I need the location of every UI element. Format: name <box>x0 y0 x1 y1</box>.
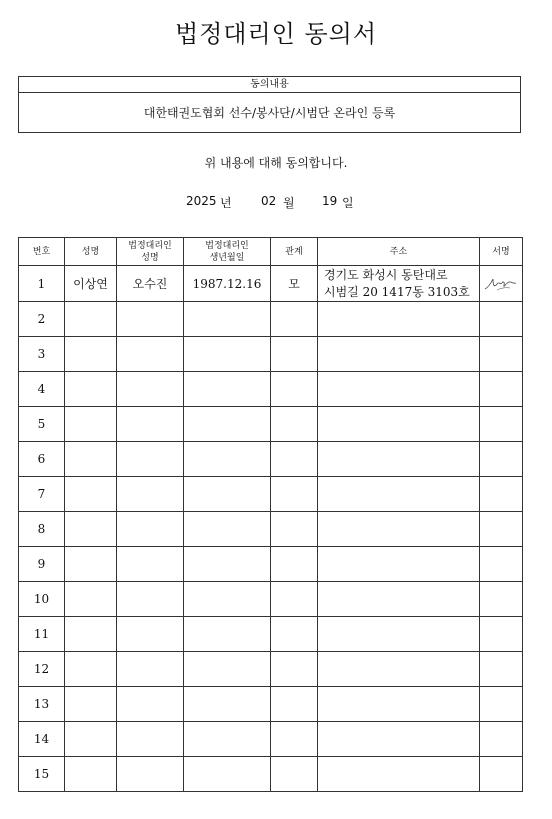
document-title: 법정대리인 동의서 <box>174 20 378 48</box>
date-year-unit: 년 <box>220 196 232 210</box>
table-row <box>19 652 523 687</box>
cell-rep-name <box>117 302 184 337</box>
cell-rep-birth <box>184 617 271 652</box>
cell-rep-name <box>117 547 184 582</box>
date-year: 2025 <box>186 194 217 208</box>
cell-no: 4 <box>19 372 65 407</box>
cell-rep-name <box>117 687 184 722</box>
cell-name <box>65 337 117 372</box>
cell-rep-birth <box>184 372 271 407</box>
cell-no: 6 <box>19 442 65 477</box>
cell-no: 13 <box>19 687 65 722</box>
cell-signature <box>480 582 523 617</box>
cell-rep-birth <box>184 547 271 582</box>
cell-name <box>65 407 117 442</box>
cell-signature <box>480 372 523 407</box>
cell-rep-birth <box>184 477 271 512</box>
cell-rep-birth <box>184 407 271 442</box>
cell-signature <box>480 757 523 792</box>
header-address: 주소 <box>318 238 480 266</box>
cell-address <box>318 617 480 652</box>
cell-name <box>65 302 117 337</box>
cell-relation <box>271 372 318 407</box>
cell-name <box>65 722 117 757</box>
cell-no: 5 <box>19 407 65 442</box>
consent-header: 동의내용 <box>19 77 520 93</box>
cell-address <box>318 582 480 617</box>
cell-no: 15 <box>19 757 65 792</box>
cell-address <box>318 757 480 792</box>
cell-signature <box>480 617 523 652</box>
cell-no: 3 <box>19 337 65 372</box>
cell-signature <box>480 442 523 477</box>
cell-rep-birth <box>184 757 271 792</box>
cell-signature <box>480 266 523 302</box>
cell-signature <box>480 687 523 722</box>
cell-address <box>318 266 480 302</box>
table-header-row <box>19 238 523 266</box>
cell-no: 14 <box>19 722 65 757</box>
cell-rep-birth <box>184 512 271 547</box>
table-row <box>19 477 523 512</box>
cell-no: 10 <box>19 582 65 617</box>
cell-relation <box>271 442 318 477</box>
date-line <box>0 194 552 210</box>
cell-name <box>65 652 117 687</box>
cell-address <box>318 302 480 337</box>
table-row <box>19 687 523 722</box>
cell-address <box>318 477 480 512</box>
header-number: 번호 <box>19 238 65 266</box>
cell-relation: 모 <box>271 266 318 302</box>
cell-name <box>65 617 117 652</box>
cell-rep-name <box>117 407 184 442</box>
cell-signature <box>480 547 523 582</box>
header-signature: 서명 <box>480 238 523 266</box>
address-line-1: 경기도 화성시 동탄대로 <box>324 267 448 282</box>
cell-no: 8 <box>19 512 65 547</box>
header-name: 성명 <box>65 238 117 266</box>
date-month-unit: 월 <box>283 196 295 210</box>
cell-rep-name <box>117 337 184 372</box>
cell-name <box>65 547 117 582</box>
date-day: 19 <box>322 194 338 208</box>
table-row <box>19 407 523 442</box>
date-month: 02 <box>261 194 277 208</box>
cell-address <box>318 407 480 442</box>
cell-rep-name <box>117 582 184 617</box>
table-row <box>19 582 523 617</box>
cell-signature <box>480 302 523 337</box>
address-line-2: 시범길 20 1417동 3103호 <box>324 284 470 299</box>
cell-rep-birth <box>184 722 271 757</box>
cell-rep-birth <box>184 652 271 687</box>
cell-no: 2 <box>19 302 65 337</box>
table-row <box>19 302 523 337</box>
cell-no: 7 <box>19 477 65 512</box>
cell-rep-name <box>117 477 184 512</box>
cell-no: 1 <box>19 266 65 302</box>
cell-address <box>318 372 480 407</box>
cell-name: 이상연 <box>65 266 117 302</box>
cell-relation <box>271 757 318 792</box>
cell-relation <box>271 722 318 757</box>
cell-address <box>318 337 480 372</box>
table-row <box>19 547 523 582</box>
cell-rep-name <box>117 442 184 477</box>
date-day-unit: 일 <box>342 196 354 210</box>
cell-rep-birth <box>184 582 271 617</box>
cell-rep-name <box>117 372 184 407</box>
cell-signature <box>480 722 523 757</box>
cell-address <box>318 687 480 722</box>
cell-name <box>65 442 117 477</box>
table-row <box>19 722 523 757</box>
cell-rep-name <box>117 512 184 547</box>
cell-signature <box>480 652 523 687</box>
cell-address <box>318 442 480 477</box>
cell-rep-name <box>117 722 184 757</box>
table-row <box>19 372 523 407</box>
representative-table <box>18 237 523 792</box>
table-row <box>19 512 523 547</box>
table-row <box>19 617 523 652</box>
table-row <box>19 442 523 477</box>
cell-relation <box>271 407 318 442</box>
cell-no: 12 <box>19 652 65 687</box>
cell-rep-name <box>117 652 184 687</box>
table-row <box>19 337 523 372</box>
cell-no: 11 <box>19 617 65 652</box>
cell-relation <box>271 652 318 687</box>
cell-rep-birth <box>184 337 271 372</box>
cell-address <box>318 652 480 687</box>
cell-relation <box>271 477 318 512</box>
cell-signature <box>480 477 523 512</box>
cell-rep-birth <box>184 302 271 337</box>
cell-rep-birth <box>184 687 271 722</box>
cell-relation <box>271 302 318 337</box>
agreement-statement: 위 내용에 대해 동의합니다. <box>204 156 348 170</box>
cell-relation <box>271 547 318 582</box>
cell-relation <box>271 337 318 372</box>
cell-no: 9 <box>19 547 65 582</box>
cell-name <box>65 372 117 407</box>
consent-content: 대한태권도협회 선수/봉사단/시범단 온라인 등록 <box>143 106 396 120</box>
table-row <box>19 266 523 302</box>
cell-relation <box>271 582 318 617</box>
cell-address <box>318 722 480 757</box>
cell-relation <box>271 617 318 652</box>
consent-box <box>18 76 521 133</box>
cell-relation <box>271 512 318 547</box>
cell-rep-name <box>117 757 184 792</box>
cell-address <box>318 512 480 547</box>
header-relation: 관계 <box>271 238 318 266</box>
cell-name <box>65 757 117 792</box>
cell-signature <box>480 512 523 547</box>
cell-address <box>318 547 480 582</box>
header-rep-name: 법정대리인 성명 <box>117 238 184 266</box>
cell-rep-name <box>117 617 184 652</box>
cell-signature <box>480 407 523 442</box>
table-row <box>19 757 523 792</box>
header-rep-birth: 법정대리인 생년월일 <box>184 238 271 266</box>
cell-rep-name: 오수진 <box>117 266 184 302</box>
cell-name <box>65 582 117 617</box>
signature-image <box>483 273 519 295</box>
cell-relation <box>271 687 318 722</box>
cell-signature <box>480 337 523 372</box>
cell-rep-birth <box>184 442 271 477</box>
cell-name <box>65 687 117 722</box>
cell-name <box>65 477 117 512</box>
cell-rep-birth: 1987.12.16 <box>184 266 271 302</box>
cell-name <box>65 512 117 547</box>
